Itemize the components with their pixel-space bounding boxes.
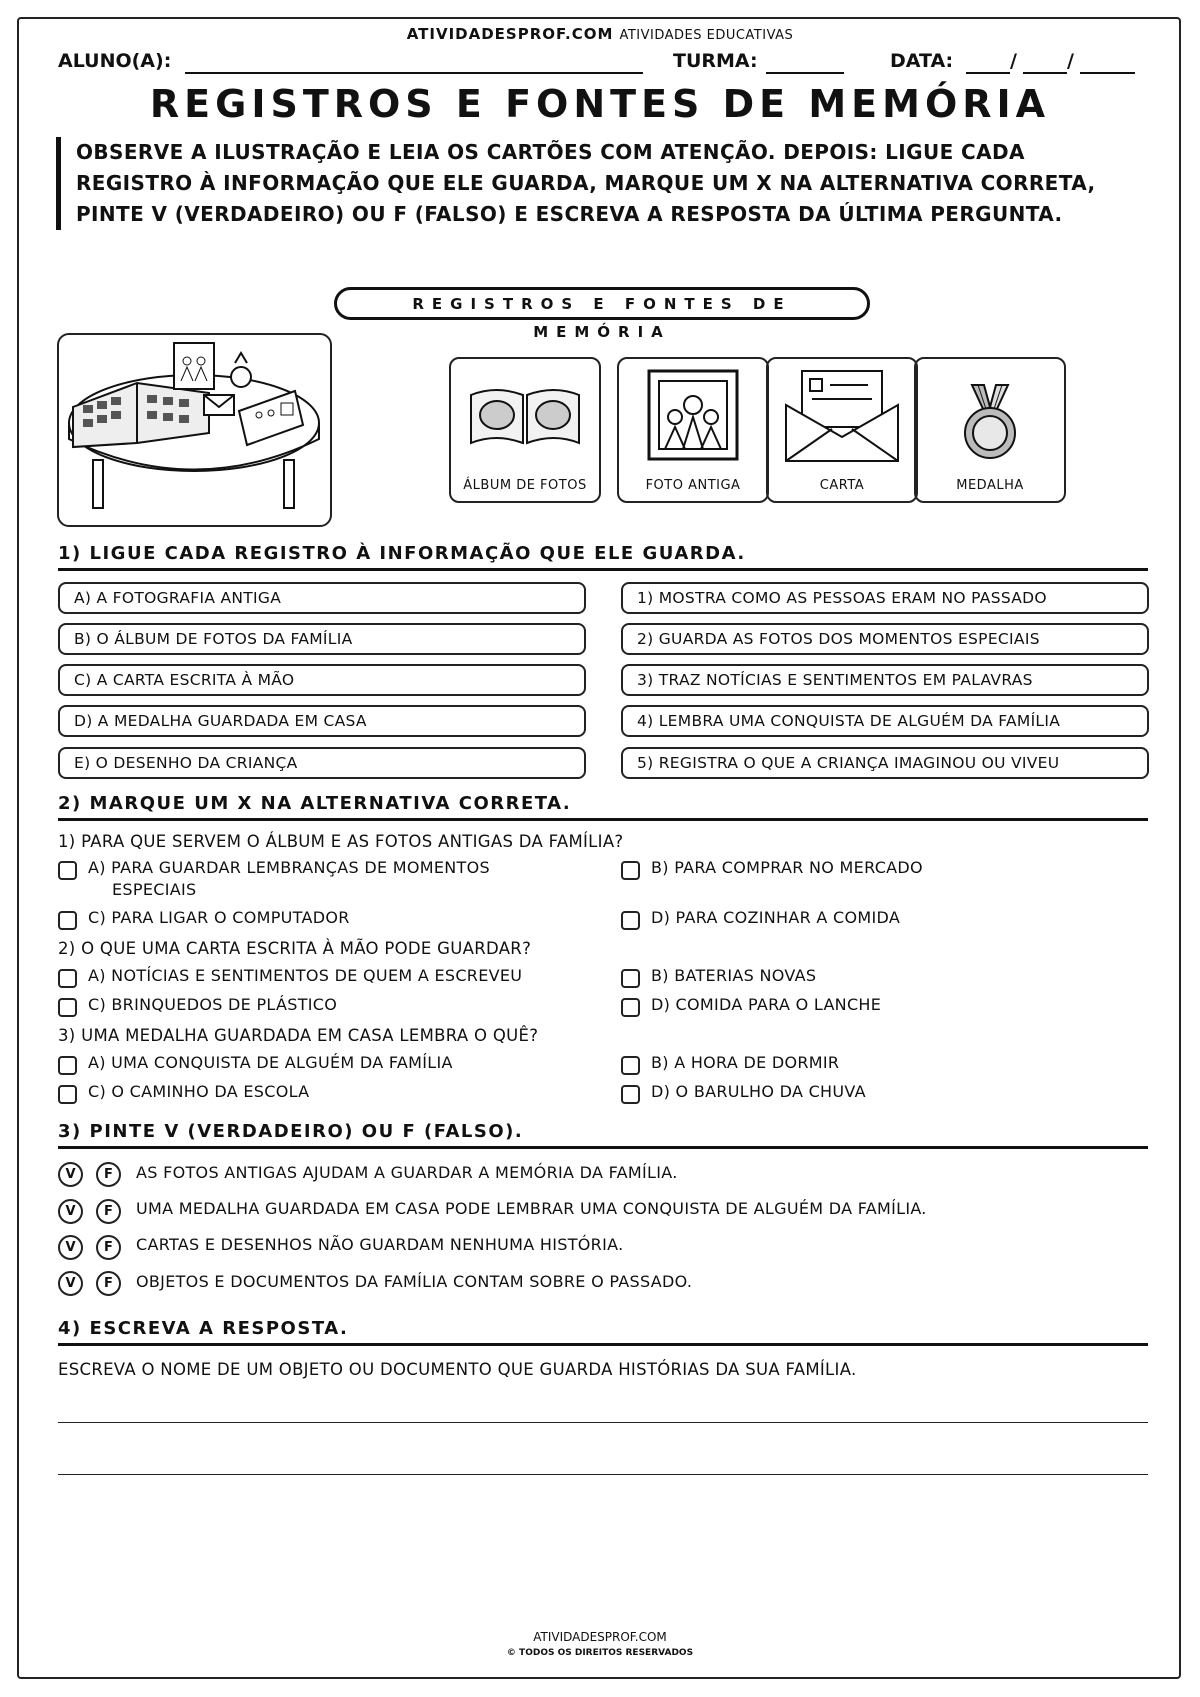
option-b: B) BATERIAS NOVAS <box>651 966 817 985</box>
answer-line[interactable] <box>58 1474 1148 1475</box>
date-day-line[interactable] <box>966 72 1010 74</box>
date-year-line[interactable] <box>1080 72 1135 74</box>
option-d: D) COMIDA PARA O LANCHE <box>651 995 882 1014</box>
match-left-item[interactable]: E) O DESENHO DA CRIANÇA <box>58 747 586 779</box>
question-text: 3) UMA MEDALHA GUARDADA EM CASA LEMBRA O QUÊ? <box>58 1026 539 1045</box>
option-a: A) UMA CONQUISTA DE ALGUÉM DA FAMÍLIA <box>88 1053 453 1072</box>
medal-icon <box>916 365 1064 465</box>
match-left-item[interactable]: B) O ÁLBUM DE FOTOS DA FAMÍLIA <box>58 623 586 655</box>
statement-text: UMA MEDALHA GUARDADA EM CASA PODE LEMBRAR UMA CONQUISTA DE ALGUÉM DA FAMÍLIA. <box>136 1199 927 1218</box>
match-left-item[interactable]: D) A MEDALHA GUARDADA EM CASA <box>58 705 586 737</box>
checkbox[interactable] <box>621 1056 640 1075</box>
false-circle[interactable]: F <box>96 1199 121 1224</box>
instructions: OBSERVE A ILUSTRAÇÃO E LEIA OS CARTÕES COM ATENÇÃO. DEPOIS: LIGUE CADA REGISTRO À INFORMAÇÃO QUE ELE GUARDA, MARQUE UM X NA ALTERNATIVA CORRETA, PINTE V (VERDADEIRO) OU F (FALSO) E ESCREVA A RESPOSTA DA ÚLTIMA PERGUNTA. <box>56 137 1136 230</box>
checkbox[interactable] <box>58 998 77 1017</box>
match-right-item[interactable]: 2) GUARDA AS FOTOS DOS MOMENTOS ESPECIAIS <box>621 623 1149 655</box>
option-b: B) PARA COMPRAR NO MERCADO <box>651 858 923 877</box>
date-label: DATA: <box>890 50 954 72</box>
answer-prompt: ESCREVA O NOME DE UM OBJETO OU DOCUMENTO QUE GUARDA HISTÓRIAS DA SUA FAMÍLIA. <box>58 1360 857 1379</box>
student-fields <box>58 50 1148 80</box>
footer-site: ATIVIDADESPROF.COM <box>533 1630 667 1644</box>
checkbox[interactable] <box>621 1085 640 1104</box>
match-right-item[interactable]: 1) MOSTRA COMO AS PESSOAS ERAM NO PASSADO <box>621 582 1149 614</box>
false-circle[interactable]: F <box>96 1235 121 1260</box>
match-left-item[interactable]: C) A CARTA ESCRITA À MÃO <box>58 664 586 696</box>
section3-title: 3) PINTE V (VERDADEIRO) OU F (FALSO). <box>58 1121 1148 1149</box>
true-circle[interactable]: V <box>58 1271 83 1296</box>
section-banner: REGISTROS E FONTES DE MEMÓRIA <box>334 287 870 320</box>
match-right-item[interactable]: 5) REGISTRA O QUE A CRIANÇA IMAGINOU OU VIVEU <box>621 747 1149 779</box>
class-label: TURMA: <box>673 50 758 72</box>
match-right-item[interactable]: 4) LEMBRA UMA CONQUISTA DE ALGUÉM DA FAMÍLIA <box>621 705 1149 737</box>
checkbox[interactable] <box>58 1056 77 1075</box>
option-a-continuation: ESPECIAIS <box>112 880 197 899</box>
card-photo-album <box>449 357 601 503</box>
date-month-line[interactable] <box>1023 72 1067 74</box>
letter-envelope-icon <box>768 365 916 465</box>
answer-line[interactable] <box>58 1422 1148 1423</box>
checkbox[interactable] <box>58 1085 77 1104</box>
match-left-item[interactable]: A) A FOTOGRAFIA ANTIGA <box>58 582 586 614</box>
card-letter <box>766 357 918 503</box>
option-c: C) BRINQUEDOS DE PLÁSTICO <box>88 995 338 1014</box>
question-text: 2) O QUE UMA CARTA ESCRITA À MÃO PODE GUARDAR? <box>58 939 532 958</box>
date-separator: / <box>1010 50 1017 72</box>
true-circle[interactable]: V <box>58 1162 83 1187</box>
card-label: ÁLBUM DE FOTOS <box>463 478 587 493</box>
question-text: 1) PARA QUE SERVEM O ÁLBUM E AS FOTOS ANTIGAS DA FAMÍLIA? <box>58 832 624 851</box>
section2-title: 2) MARQUE UM X NA ALTERNATIVA CORRETA. <box>58 793 1148 821</box>
match-right-item[interactable]: 3) TRAZ NOTÍCIAS E SENTIMENTOS EM PALAVRAS <box>621 664 1149 696</box>
card-label: FOTO ANTIGA <box>645 478 741 493</box>
false-circle[interactable]: F <box>96 1162 121 1187</box>
card-old-photo <box>617 357 769 503</box>
memory-table-illustration <box>57 333 332 527</box>
date-separator: / <box>1067 50 1074 72</box>
card-label: MEDALHA <box>956 478 1024 493</box>
option-c: C) O CAMINHO DA ESCOLA <box>88 1082 310 1101</box>
true-circle[interactable]: V <box>58 1199 83 1224</box>
option-a: A) PARA GUARDAR LEMBRANÇAS DE MOMENTOS <box>88 858 490 877</box>
statement-text: CARTAS E DESENHOS NÃO GUARDAM NENHUMA HISTÓRIA. <box>136 1235 624 1254</box>
table-with-memories-icon <box>59 335 330 525</box>
checkbox[interactable] <box>58 911 77 930</box>
card-medal <box>914 357 1066 503</box>
card-label: CARTA <box>819 478 865 493</box>
framed-photo-icon <box>619 365 767 465</box>
option-a: A) NOTÍCIAS E SENTIMENTOS DE QUEM A ESCREVEU <box>88 966 523 985</box>
site-header <box>0 25 1200 43</box>
checkbox[interactable] <box>58 861 77 880</box>
false-circle[interactable]: F <box>96 1271 121 1296</box>
footer-rights: © TODOS OS DIREITOS RESERVADOS <box>506 1648 694 1658</box>
class-line[interactable] <box>766 72 844 74</box>
photo-album-icon <box>451 365 599 465</box>
option-c: C) PARA LIGAR O COMPUTADOR <box>88 908 350 927</box>
site-name: ATIVIDADESPROF.COM <box>406 25 614 43</box>
student-label: ALUNO(A): <box>58 50 172 72</box>
option-b: B) A HORA DE DORMIR <box>651 1053 840 1072</box>
true-circle[interactable]: V <box>58 1235 83 1260</box>
statement-text: OBJETOS E DOCUMENTOS DA FAMÍLIA CONTAM SOBRE O PASSADO. <box>136 1272 693 1291</box>
checkbox[interactable] <box>621 998 640 1017</box>
checkbox[interactable] <box>58 969 77 988</box>
option-d: D) PARA COZINHAR A COMIDA <box>651 908 901 927</box>
checkbox[interactable] <box>621 911 640 930</box>
section4-title: 4) ESCREVA A RESPOSTA. <box>58 1318 1148 1346</box>
checkbox[interactable] <box>621 861 640 880</box>
site-subtitle: ATIVIDADES EDUCATIVAS <box>619 28 794 43</box>
student-name-line[interactable] <box>185 72 643 74</box>
checkbox[interactable] <box>621 969 640 988</box>
section1-title: 1) LIGUE CADA REGISTRO À INFORMAÇÃO QUE ELE GUARDA. <box>58 543 1148 571</box>
statement-text: AS FOTOS ANTIGAS AJUDAM A GUARDAR A MEMÓRIA DA FAMÍLIA. <box>136 1163 678 1182</box>
option-d: D) O BARULHO DA CHUVA <box>651 1082 866 1101</box>
page-title: REGISTROS E FONTES DE MEMÓRIA <box>149 82 1051 126</box>
